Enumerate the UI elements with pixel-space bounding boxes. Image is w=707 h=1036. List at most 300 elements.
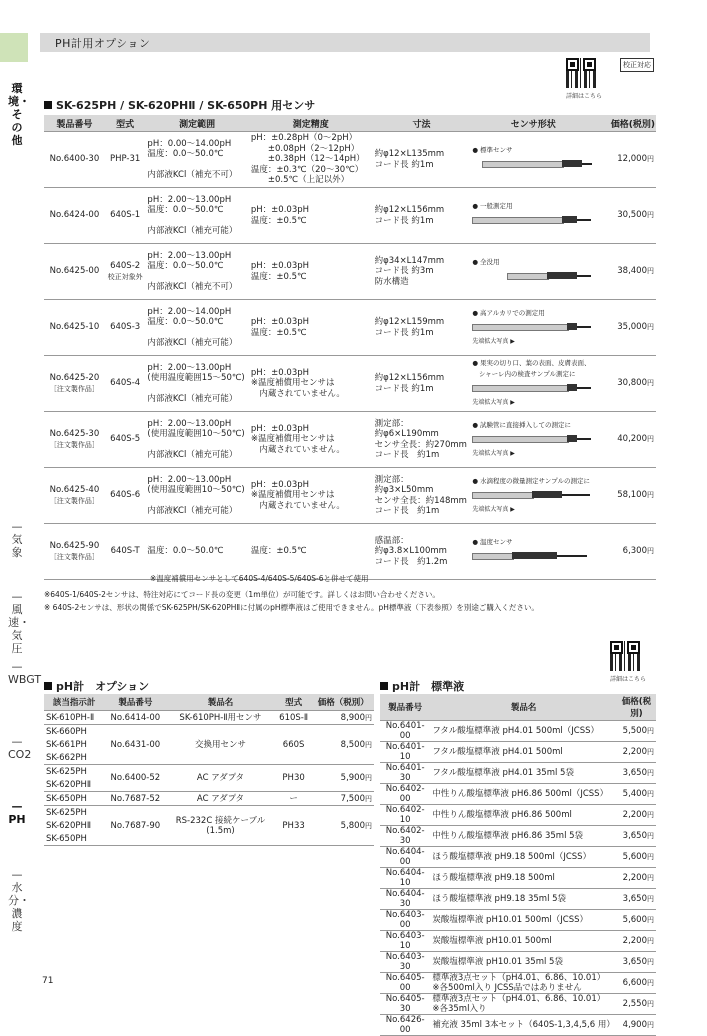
probe-cable [577, 326, 591, 328]
price-cell [596, 244, 656, 300]
product-name-cell: 炭酸塩標準液 pH10.01 35ml 5袋 [430, 952, 617, 973]
yen-unit: 円 [647, 1000, 654, 1008]
sensor-probe-image [472, 433, 594, 445]
price-cell [617, 721, 656, 742]
probe-body [482, 161, 564, 168]
probe-body [472, 436, 569, 443]
range-cell: pH：2.00～13.00pH (使用温度範囲10～50℃) 内部液KCl（補充可能） [145, 468, 248, 524]
product-number-cell [44, 468, 105, 524]
column-header: 製品名 [166, 694, 274, 711]
model-cell [105, 356, 146, 412]
price-cell [596, 524, 656, 580]
model: 640S-4 [110, 378, 141, 389]
product-number-cell: No.6431-00 [104, 725, 166, 765]
product-name-cell: 標準液3点セット（pH4.01、6.86、10.01） ※各500ml入り JCSS品ではありません [430, 973, 617, 994]
table-row [44, 792, 374, 806]
sensor-shape-label: ● 高アルカリでの測定用 [472, 308, 545, 317]
table-row [380, 721, 656, 742]
price: 30,500 [617, 210, 647, 221]
probe-cap [567, 323, 577, 330]
sensor-shape-label: ● 果実の切り口、葉の表面、皮膚表面、 シャーレ内の検査サンプル測定に [472, 359, 591, 378]
probe-cap [567, 435, 577, 442]
section-tab-marker [0, 33, 28, 62]
probe-cable [577, 387, 591, 389]
square-bullet-icon [380, 682, 388, 690]
price: 8,900 [340, 712, 365, 723]
product-number: No.6425-30 [49, 429, 100, 439]
model-cell [105, 244, 146, 300]
model-cell [105, 132, 146, 188]
yen-unit: 円 [365, 713, 372, 722]
yen-unit: 円 [647, 379, 654, 388]
price-cell [596, 300, 656, 356]
model: 640S-1 [110, 210, 141, 221]
table-row [44, 412, 656, 468]
table-row [380, 742, 656, 763]
table-row [380, 1015, 656, 1036]
yen-unit: 円 [647, 769, 654, 777]
product-number-cell: No.6405-30 [380, 994, 430, 1015]
product-number: No.6425-40 [49, 485, 100, 495]
product-name-cell: 交換用センサ [166, 725, 274, 765]
table-row [380, 784, 656, 805]
sensor-probe-image [472, 382, 594, 394]
yen-unit: 円 [647, 895, 654, 903]
side-nav-item[interactable] [8, 590, 30, 655]
product-name-cell: フタル酸塩標準液 pH4.01 500ml [430, 742, 617, 763]
sensor-shape-cell [470, 188, 596, 244]
price: 3,650 [622, 831, 647, 841]
sensor-shape-label: ● 全没用 [472, 257, 500, 266]
sensor-shape-cell [470, 244, 596, 300]
yen-unit: 円 [647, 916, 654, 924]
product-name-cell: フタル酸塩標準液 pH4.01 500ml（JCSS） [430, 721, 617, 742]
model: 640S-3 [110, 322, 141, 333]
product-number-cell [44, 524, 105, 580]
sensor-shape-label: ● 標準センサ [472, 145, 513, 154]
product-number-cell: No.6403-10 [380, 931, 430, 952]
price-cell [313, 711, 374, 725]
yen-unit: 円 [647, 937, 654, 945]
model-cell [105, 412, 146, 468]
price: 38,400 [617, 266, 647, 277]
model-cell: PH30 [275, 765, 313, 792]
product-name-cell: AC アダプタ [166, 765, 274, 792]
accuracy-cell: pH：±0.03pH 温度：±0.5℃ [249, 188, 373, 244]
model: 640S-6 [110, 490, 141, 501]
yen-unit: 円 [647, 979, 654, 987]
yen-unit: 円 [647, 727, 654, 735]
price-cell [596, 468, 656, 524]
side-nav-label: 風速・気圧 [8, 603, 30, 655]
meter-cell: SK-650PH [44, 832, 104, 846]
table-row [44, 806, 374, 820]
product-name-cell: 中性りん酸塩標準液 pH6.86 35ml 5袋 [430, 826, 617, 847]
table-row [380, 889, 656, 910]
product-name-cell: 補充液 35ml 3本セット（640S-1,3,4,5,6 用） [430, 1015, 617, 1036]
probe-cable [562, 494, 590, 496]
side-nav-label: CO2 [8, 748, 32, 761]
product-number-cell: No.6404-10 [380, 868, 430, 889]
yen-unit: 円 [365, 821, 372, 830]
table-row [380, 826, 656, 847]
sensor-table [44, 115, 656, 580]
table-row [44, 244, 656, 300]
column-header: 寸法 [373, 115, 471, 132]
sensor-shape-cell [470, 356, 596, 412]
yen-unit: 円 [647, 211, 654, 220]
sensor-probe-image [472, 550, 594, 562]
table-row [380, 952, 656, 973]
accuracy-cell: 温度：±0.5℃ [249, 524, 373, 580]
table-row [380, 847, 656, 868]
yen-unit: 円 [365, 774, 372, 782]
product-note: ［注文製作品］ [49, 552, 99, 561]
product-number-cell [44, 244, 105, 300]
table-row [380, 931, 656, 952]
product-number-cell: No.6402-10 [380, 805, 430, 826]
price-cell [617, 868, 656, 889]
product-number: No.6400-30 [49, 154, 100, 165]
price-cell [617, 1015, 656, 1036]
meter-cell: SK-660PH [46, 726, 87, 737]
product-number-cell: No.7687-90 [104, 806, 166, 846]
sensor-probe-image [472, 489, 594, 501]
model: PHP-31 [109, 154, 141, 165]
product-number-cell: No.6426-00 [380, 1015, 430, 1036]
sensor-shape-label: ● 水滴程度の微量測定サンプルの測定に [472, 476, 590, 485]
table-row [44, 725, 374, 739]
product-name-cell: フタル酸塩標準液 pH4.01 35ml 5袋 [430, 763, 617, 784]
price: 4,900 [622, 1020, 647, 1030]
table-row [44, 468, 656, 524]
product-number-cell: No.7687-52 [104, 792, 166, 806]
page-header-title: PH計用オプション [55, 37, 151, 50]
side-nav-label: 気象 [11, 533, 23, 559]
section-title-options: pH計 オプション [44, 678, 149, 694]
price: 3,650 [622, 894, 647, 904]
price-cell [617, 931, 656, 952]
price-cell [313, 765, 374, 792]
model-cell [105, 300, 146, 356]
probe-cable [577, 219, 591, 221]
square-bullet-icon [44, 682, 52, 690]
product-number-cell [44, 412, 105, 468]
price: 3,650 [622, 768, 647, 778]
product-note: ［注文製作品］ [49, 496, 99, 505]
product-number-cell [44, 132, 105, 188]
model-cell [105, 468, 146, 524]
zoom-caption: 先端拡大写真 ▶ [472, 399, 515, 407]
side-nav-dash: — [11, 660, 23, 673]
model-note: 校正対象外 [107, 272, 143, 281]
section-title-standards: pH計 標準液 [380, 678, 464, 694]
price-cell [617, 847, 656, 868]
probe-body [472, 217, 564, 224]
model: 640S-5 [110, 434, 141, 445]
product-number-cell: No.6403-30 [380, 952, 430, 973]
sensor-shape-cell [470, 300, 596, 356]
side-nav-label: 環境・その他 [8, 82, 30, 147]
price: 58,100 [617, 490, 647, 501]
range-cell: pH：2.00～13.00pH (使用温度範囲10～50℃) 内部液KCl（補充可能） [145, 412, 248, 468]
product-name-cell: 標準液3点セット（pH4.01、6.86、10.01） ※各35ml入り [430, 994, 617, 1015]
yen-unit: 円 [647, 491, 654, 500]
price-cell [313, 792, 374, 806]
price: 35,000 [617, 322, 647, 333]
price-cell [313, 725, 374, 765]
probe-body [472, 385, 569, 392]
meter-cell: SK-661PH [46, 739, 87, 750]
price: 2,200 [622, 810, 647, 820]
range-cell: pH：2.00～14.00pH 温度：0.0～50.0℃ 内部液KCl（補充可能） [145, 300, 248, 356]
table-note: ※温度補償用センサとして640S-4/640S-5/640S-6と併せて使用 [150, 574, 369, 583]
side-nav-dash: — [11, 590, 23, 603]
table-row [380, 994, 656, 1015]
side-nav-dash: — [11, 868, 23, 881]
product-number: No.6425-20 [49, 373, 100, 383]
table-row [44, 356, 656, 412]
product-number-cell: No.6403-00 [380, 910, 430, 931]
price: 2,550 [622, 999, 647, 1009]
yen-unit: 円 [647, 547, 654, 556]
sensor-shape-cell [470, 524, 596, 580]
probe-body [472, 492, 534, 499]
column-header: 該当指示計 [44, 694, 104, 711]
model-cell: PH33 [275, 806, 313, 846]
price-cell [617, 952, 656, 973]
sensor-shape-label: ● 試験管に直接挿入しての測定に [472, 420, 572, 429]
range-cell: pH：0.00～14.00pH 温度：0.0～50.0℃ 内部液KCl（補充不可） [145, 132, 248, 188]
product-name-cell: 炭酸塩標準液 pH10.01 500ml [430, 931, 617, 952]
probe-cap [562, 216, 577, 223]
accuracy-cell: pH：±0.03pH ※温度補償用センサは 内蔵されていません。 [249, 412, 373, 468]
probe-body [472, 324, 569, 331]
price: 5,500 [622, 726, 647, 736]
table-row [380, 805, 656, 826]
product-name-cell: 中性りん酸塩標準液 pH6.86 500ml [430, 805, 617, 826]
model-cell [105, 524, 146, 580]
product-number-cell: No.6402-00 [380, 784, 430, 805]
price-cell [617, 784, 656, 805]
price: 7,500 [340, 793, 365, 804]
product-name-cell: 炭酸塩標準液 pH10.01 500ml（JCSS） [430, 910, 617, 931]
column-header: 測定精度 [249, 115, 373, 132]
probe-cable [582, 163, 592, 165]
side-nav-item[interactable] [8, 800, 26, 826]
page-number: 71 [42, 976, 54, 986]
dimension-cell: 約φ12×L156mm コード長 約1m [373, 356, 471, 412]
yen-unit: 円 [647, 435, 654, 444]
price-cell [617, 994, 656, 1015]
qr-code-icon[interactable] [566, 58, 596, 88]
product-name-cell: ほう酸塩標準液 pH9.18 35ml 5袋 [430, 889, 617, 910]
accuracy-cell: pH：±0.03pH ※温度補償用センサは 内蔵されていません。 [249, 468, 373, 524]
product-note: ［注文製作品］ [49, 440, 99, 449]
table-row [44, 765, 374, 779]
price: 3,650 [622, 957, 647, 967]
price: 5,600 [622, 852, 647, 862]
accuracy-cell: pH：±0.03pH 温度：±0.5℃ [249, 244, 373, 300]
probe-cap [532, 491, 562, 498]
yen-unit: 円 [365, 740, 372, 749]
column-header: 測定範囲 [145, 115, 248, 132]
price: 5,800 [340, 820, 365, 831]
price-cell [617, 742, 656, 763]
sensor-shape-cell [470, 412, 596, 468]
column-header: 価格（税別） [313, 694, 374, 711]
probe-cable [577, 275, 591, 277]
table-row [380, 763, 656, 784]
price-cell [596, 356, 656, 412]
meter-cell: SK-625PH [46, 766, 87, 777]
probe-cable [557, 555, 587, 557]
price: 6,300 [622, 546, 647, 557]
price-cell [617, 889, 656, 910]
product-name-cell: SK-610PH-Ⅱ用センサ [166, 711, 274, 725]
price: 5,600 [622, 915, 647, 925]
column-header: 型式 [105, 115, 146, 132]
meter-cell: SK-650PH [44, 792, 104, 806]
probe-body [507, 273, 549, 280]
price-cell [617, 910, 656, 931]
model: 640S-T [110, 546, 140, 557]
yen-unit: 円 [647, 958, 654, 966]
dimension-cell: 約φ12×L135mm コード長 約1m [373, 132, 471, 188]
side-nav-item[interactable] [8, 868, 30, 933]
options-table [44, 694, 374, 846]
table-row [44, 711, 374, 725]
sensor-probe-image [472, 158, 594, 170]
model-cell: 660S [275, 725, 313, 765]
product-number-cell [44, 188, 105, 244]
sensor-probe-image [472, 270, 594, 282]
range-cell: 温度：0.0～50.0℃ [145, 524, 248, 580]
yen-unit: 円 [647, 790, 654, 798]
yen-unit: 円 [647, 748, 654, 756]
side-nav-item[interactable] [8, 660, 42, 686]
table-row [44, 300, 656, 356]
probe-cable [577, 438, 591, 440]
side-nav-dash: — [11, 735, 23, 748]
table-row [380, 910, 656, 931]
product-number-cell: No.6401-00 [380, 721, 430, 742]
probe-cap [547, 272, 577, 279]
price: 2,200 [622, 747, 647, 757]
column-header: 製品番号 [44, 115, 105, 132]
yen-unit: 円 [365, 794, 372, 803]
dimension-cell: 約φ12×L159mm コード長 約1m [373, 300, 471, 356]
price: 8,500 [340, 739, 365, 750]
column-header: 型式 [275, 694, 313, 711]
qr-code-icon-2[interactable] [610, 641, 640, 671]
price: 2,200 [622, 873, 647, 883]
price-cell [596, 132, 656, 188]
side-nav-item[interactable] [8, 520, 26, 559]
product-number-cell: No.6404-30 [380, 889, 430, 910]
product-number-cell: No.6405-00 [380, 973, 430, 994]
section-title-sensors: SK-625PH / SK-620PHⅡ / SK-650PH 用センサ [44, 97, 315, 113]
side-nav-dash: — [11, 800, 23, 813]
side-nav-label: PH [8, 813, 26, 826]
table-row [44, 524, 656, 580]
yen-unit: 円 [647, 853, 654, 861]
price: 12,000 [617, 154, 647, 165]
product-name-cell: 中性りん酸塩標準液 pH6.86 500ml（JCSS） [430, 784, 617, 805]
zoom-caption: 先端拡大写真 ▶ [472, 506, 515, 513]
side-nav-dash: — [11, 520, 23, 533]
qr-label-2: 詳細はこちら [610, 676, 647, 683]
product-number-cell [44, 356, 105, 412]
yen-unit: 円 [647, 811, 654, 819]
price: 5,400 [622, 789, 647, 799]
yen-unit: 円 [647, 323, 654, 332]
zoom-caption: 先端拡大写真 ▶ [472, 450, 515, 457]
column-header: 価格(税別) [617, 694, 656, 721]
price: 30,800 [617, 378, 647, 389]
column-header: 製品番号 [380, 694, 430, 721]
meter-cell: SK-610PH-Ⅱ [44, 711, 104, 725]
column-header: センサ形状 [470, 115, 596, 132]
sensor-shape-label: ● 一般測定用 [472, 201, 513, 210]
product-note: ［注文製作品］ [49, 384, 99, 393]
range-cell: pH：2.00～13.00pH 温度：0.0～50.0℃ 内部液KCl（補充不可） [145, 244, 248, 300]
price-cell [617, 826, 656, 847]
range-cell: pH：2.00～13.00pH 温度：0.0～50.0℃ 内部液KCl（補充可能） [145, 188, 248, 244]
product-number: No.6424-00 [49, 210, 100, 221]
side-nav-item[interactable] [8, 735, 32, 761]
table-row [380, 868, 656, 889]
product-name-cell: RS-232C 接続ケーブル (1.5m) [166, 806, 274, 846]
product-number-cell: No.6402-30 [380, 826, 430, 847]
probe-cap [562, 160, 582, 167]
sensor-probe-image [472, 321, 594, 333]
accuracy-cell: pH：±0.03pH 温度：±0.5℃ [249, 300, 373, 356]
product-number: No.6425-10 [49, 322, 100, 333]
yen-unit: 円 [647, 874, 654, 882]
yen-unit: 円 [647, 1021, 654, 1029]
side-nav-label: 水分・濃度 [8, 881, 30, 933]
price: 5,900 [340, 773, 365, 783]
model-cell: 610S-Ⅱ [275, 711, 313, 725]
product-name-cell: AC アダプタ [166, 792, 274, 806]
price-cell [617, 973, 656, 994]
price: 2,200 [622, 936, 647, 946]
probe-cap [512, 552, 557, 559]
meter-cell: SK-620PHⅡ [44, 778, 104, 792]
product-number-cell: No.6404-00 [380, 847, 430, 868]
price: 40,200 [617, 434, 647, 445]
column-header: 製品名 [430, 694, 617, 721]
price-cell [596, 188, 656, 244]
product-number: No.6425-00 [49, 266, 100, 277]
zoom-caption: 先端拡大写真 ▶ [472, 338, 515, 345]
yen-unit: 円 [647, 155, 654, 164]
sensor-shape-cell [470, 468, 596, 524]
product-number: No.6425-90 [49, 541, 100, 551]
square-bullet-icon [44, 101, 52, 109]
calibration-badge: 校正対応 [620, 58, 654, 72]
side-nav-item[interactable] [8, 82, 30, 147]
accuracy-cell: pH：±0.03pH ※温度補償用センサは 内蔵されていません。 [249, 356, 373, 412]
probe-body [472, 553, 514, 560]
note-2: ※ 640S-2センサは、形状の関係でSK-625PH/SK-620PHⅡに付属のpH標準液はご使用できません。pH標準液（下表参照）を別途ご購入ください。 [44, 603, 539, 612]
yen-unit: 円 [647, 832, 654, 840]
table-row [380, 973, 656, 994]
sensor-probe-image [472, 214, 594, 226]
qr-label: 詳細はこちら [566, 93, 603, 100]
accuracy-cell: pH：±0.28pH（0～2pH） ±0.08pH（2～12pH） ±0.38pH（12～14pH） 温度：±0.3℃（20～30℃） ±0.5℃（上記以外） [249, 132, 373, 188]
